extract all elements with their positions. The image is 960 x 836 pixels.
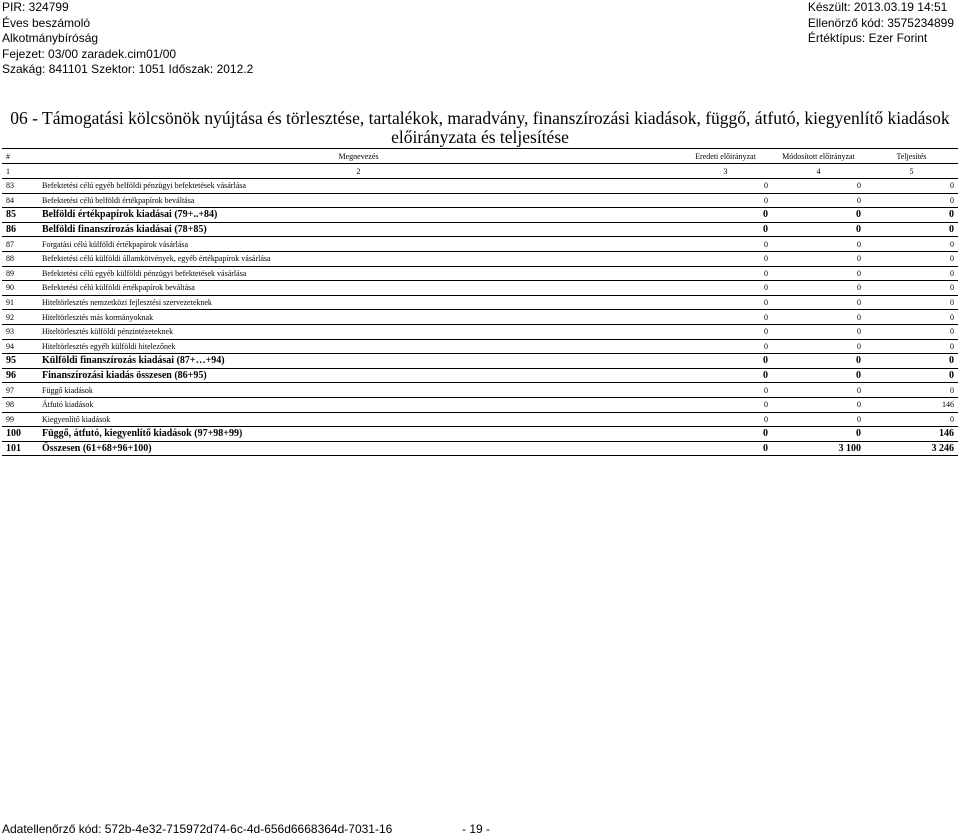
row-actual-value: 0 — [865, 354, 958, 369]
row-number: 90 — [2, 281, 38, 296]
row-actual-value: 0 — [865, 208, 958, 223]
row-number: 100 — [2, 427, 38, 442]
column-number: 2 — [38, 164, 679, 179]
row-actual-value: 0 — [865, 281, 958, 296]
table-row — [2, 179, 958, 194]
row-original-value: 0 — [679, 354, 772, 369]
row-modified-value: 0 — [772, 237, 865, 252]
row-modified-value: 0 — [772, 354, 865, 369]
table-row — [2, 441, 958, 456]
table-column-number-row — [2, 164, 958, 179]
table-row — [2, 266, 958, 281]
row-original-value: 0 — [679, 266, 772, 281]
row-original-value: 0 — [679, 295, 772, 310]
row-name: Befektetési célú egyéb külföldi pénzügyi befektetések vásárlása — [38, 266, 679, 281]
row-modified-value: 0 — [772, 295, 865, 310]
row-original-value: 0 — [679, 310, 772, 325]
row-number: 95 — [2, 354, 38, 369]
row-number: 88 — [2, 251, 38, 266]
row-actual-value: 0 — [865, 222, 958, 237]
row-name: Függő, átfutó, kiegyenlítő kiadások (97+98+99) — [38, 427, 679, 442]
table-row — [2, 339, 958, 354]
column-number: 3 — [679, 164, 772, 179]
table-row — [2, 295, 958, 310]
row-modified-value: 0 — [772, 310, 865, 325]
row-number: 87 — [2, 237, 38, 252]
row-modified-value: 0 — [772, 427, 865, 442]
row-original-value: 0 — [679, 397, 772, 412]
row-name: Belföldi értékpapírok kiadásai (79+..+84) — [38, 208, 679, 223]
row-name: Befektetési célú belföldi értékpapírok beváltása — [38, 193, 679, 208]
table-row — [2, 427, 958, 442]
row-number: 98 — [2, 397, 38, 412]
row-number: 91 — [2, 295, 38, 310]
row-original-value: 0 — [679, 237, 772, 252]
table-row — [2, 281, 958, 296]
row-number: 89 — [2, 266, 38, 281]
table-row — [2, 383, 958, 398]
row-number: 92 — [2, 310, 38, 325]
chapter-info: Fejezet: 03/00 zaradek.cim01/00 — [2, 46, 177, 61]
column-header-modified: Módosított előirányzat — [772, 149, 865, 164]
table-body — [2, 179, 958, 456]
table-row — [2, 397, 958, 412]
row-modified-value: 0 — [772, 208, 865, 223]
row-name: Befektetési célú külföldi államkötvények, egyéb értékpapírok vásárlása — [38, 251, 679, 266]
row-actual-value: 0 — [865, 266, 958, 281]
row-name: Befektetési célú külföldi értékpapírok beváltása — [38, 281, 679, 296]
sector-period-info: Szakág: 841101 Szektor: 1051 Időszak: 2012.2 — [2, 62, 254, 76]
row-original-value: 0 — [679, 339, 772, 354]
row-number: 84 — [2, 193, 38, 208]
row-name: Forgatási célú külföldi értékpapírok vásárlása — [38, 237, 679, 252]
row-original-value: 0 — [679, 383, 772, 398]
column-number: 4 — [772, 164, 865, 179]
row-name: Hiteltörlesztés külföldi pénzintézeteknek — [38, 324, 679, 339]
row-number: 99 — [2, 412, 38, 427]
row-modified-value: 0 — [772, 179, 865, 194]
column-header-number: # — [2, 149, 38, 164]
row-original-value: 0 — [679, 208, 772, 223]
table-row — [2, 412, 958, 427]
row-actual-value: 0 — [865, 237, 958, 252]
row-number: 85 — [2, 208, 38, 223]
row-modified-value: 0 — [772, 222, 865, 237]
row-actual-value: 146 — [865, 427, 958, 442]
row-name: Hiteltörlesztés más kormányoknak — [38, 310, 679, 325]
row-modified-value: 0 — [772, 193, 865, 208]
row-actual-value: 0 — [865, 339, 958, 354]
row-original-value: 0 — [679, 179, 772, 194]
table-row — [2, 310, 958, 325]
pir-label: PIR: 324799 — [2, 0, 69, 14]
control-code: Ellenörző kód: 3575234899 — [807, 15, 954, 30]
row-original-value: 0 — [679, 222, 772, 237]
table-row — [2, 368, 958, 383]
row-modified-value: 0 — [772, 251, 865, 266]
row-original-value: 0 — [679, 441, 772, 456]
row-name: Befektetési célú egyéb belföldi pénzügyi befektetések vásárlása — [38, 179, 679, 194]
row-modified-value: 0 — [772, 383, 865, 398]
table-row — [2, 208, 958, 223]
row-actual-value: 0 — [865, 310, 958, 325]
row-name: Kiegyenlítő kiadások — [38, 412, 679, 427]
table-header-row — [2, 149, 958, 164]
row-name: Összesen (61+68+96+100) — [38, 441, 679, 456]
table-row — [2, 251, 958, 266]
table-row — [2, 193, 958, 208]
value-type: Értéktípus: Ezer Forint — [807, 31, 928, 45]
table-row — [2, 324, 958, 339]
column-header-original: Eredeti előirányzat — [679, 149, 772, 164]
organization-name: Alkotmánybíróság — [2, 31, 99, 45]
report-type: Éves beszámoló — [2, 15, 91, 30]
created-timestamp: Készült: 2013.03.19 14:51 — [807, 0, 948, 14]
row-modified-value: 0 — [772, 281, 865, 296]
row-number: 94 — [2, 339, 38, 354]
footer-checksum: Adatellenőrző kód: 572b-4e32-715972d74-6c-4d-656d6668364d-7031-16 — [2, 822, 393, 836]
table-row — [2, 237, 958, 252]
page-number: - 19 - — [462, 822, 491, 836]
row-modified-value: 3 100 — [772, 441, 865, 456]
column-header-actual: Teljesítés — [865, 149, 958, 164]
row-actual-value: 0 — [865, 179, 958, 194]
row-number: 86 — [2, 222, 38, 237]
row-original-value: 0 — [679, 427, 772, 442]
data-table — [2, 148, 958, 456]
table-row — [2, 354, 958, 369]
row-original-value: 0 — [679, 368, 772, 383]
row-modified-value: 0 — [772, 412, 865, 427]
row-original-value: 0 — [679, 324, 772, 339]
row-original-value: 0 — [679, 412, 772, 427]
row-modified-value: 0 — [772, 339, 865, 354]
row-name: Hiteltörlesztés egyéb külföldi hitelezőnek — [38, 339, 679, 354]
row-modified-value: 0 — [772, 266, 865, 281]
row-number: 83 — [2, 179, 38, 194]
row-original-value: 0 — [679, 193, 772, 208]
column-header-name: Megnevezés — [38, 149, 679, 164]
row-actual-value: 0 — [865, 251, 958, 266]
row-modified-value: 0 — [772, 368, 865, 383]
row-name: Külföldi finanszírozás kiadásai (87+…+94) — [38, 354, 679, 369]
report-title: 06 - Támogatási kölcsönök nyújtása és törlesztése, tartalékok, maradvány, finanszírozási kiadások, függő, átfutó, kiegyenlítő kiadások előirányzata és teljesítése — [10, 108, 950, 147]
row-name: Átfutó kiadások — [38, 397, 679, 412]
row-actual-value: 0 — [865, 383, 958, 398]
row-number: 96 — [2, 368, 38, 383]
row-name: Finanszírozási kiadás összesen (86+95) — [38, 368, 679, 383]
column-number: 1 — [2, 164, 38, 179]
row-modified-value: 0 — [772, 324, 865, 339]
table-row — [2, 222, 958, 237]
row-actual-value: 146 — [865, 397, 958, 412]
row-actual-value: 0 — [865, 324, 958, 339]
row-name: Hiteltörlesztés nemzetközi fejlesztési szervezeteknek — [38, 295, 679, 310]
header-right — [808, 0, 954, 47]
row-actual-value: 3 246 — [865, 441, 958, 456]
row-actual-value: 0 — [865, 368, 958, 383]
row-original-value: 0 — [679, 251, 772, 266]
row-actual-value: 0 — [865, 412, 958, 427]
header-left — [2, 0, 253, 78]
row-modified-value: 0 — [772, 397, 865, 412]
row-name: Belföldi finanszírozás kiadásai (78+85) — [38, 222, 679, 237]
row-original-value: 0 — [679, 281, 772, 296]
row-number: 93 — [2, 324, 38, 339]
row-actual-value: 0 — [865, 295, 958, 310]
row-number: 101 — [2, 441, 38, 456]
row-actual-value: 0 — [865, 193, 958, 208]
row-name: Függő kiadások — [38, 383, 679, 398]
row-number: 97 — [2, 383, 38, 398]
column-number: 5 — [865, 164, 958, 179]
